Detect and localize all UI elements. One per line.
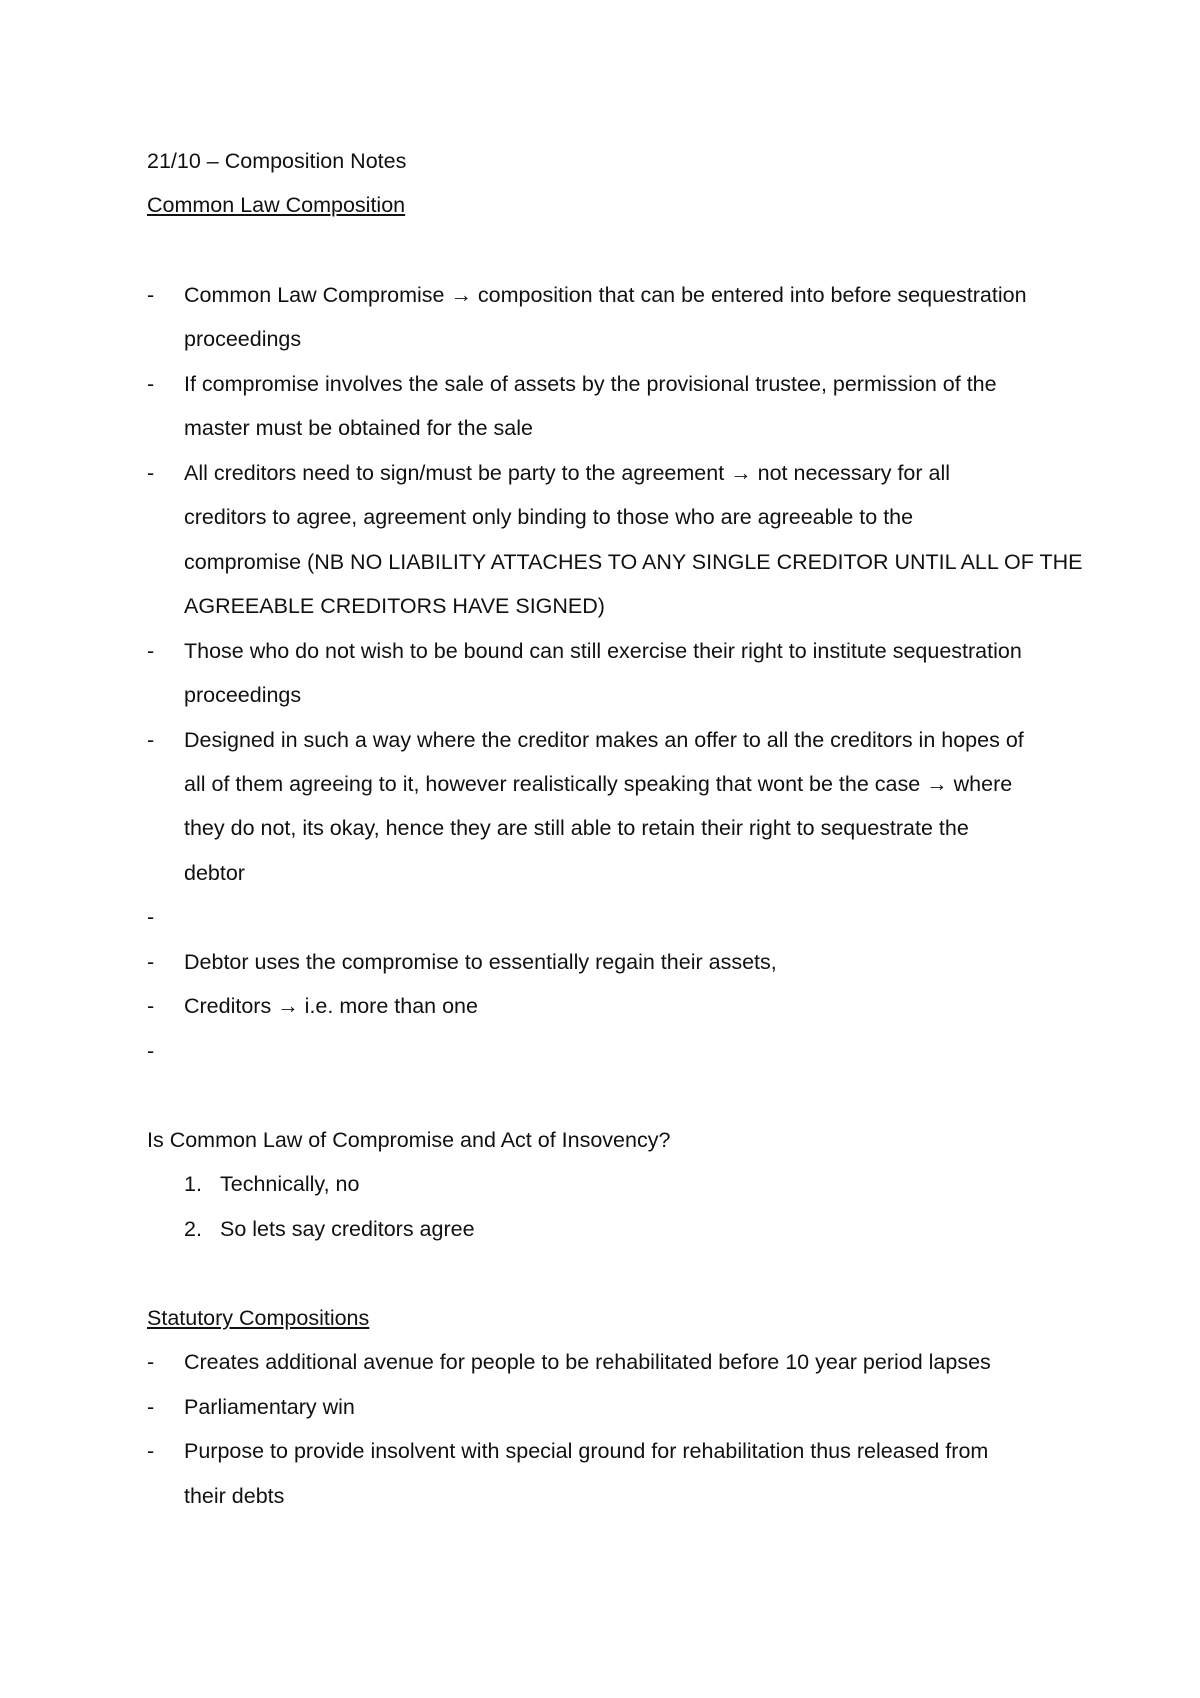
bullet-line: If compromise involves the sale of assets by the provisional trustee, permission of the: [184, 372, 997, 396]
bullet-dash: -: [147, 1439, 155, 1463]
bullet-line: all of them agreeing to it, however realistically speaking that wont be the case → where: [184, 772, 1013, 796]
bullet-line: Creditors → i.e. more than one: [184, 994, 478, 1018]
question-line: Is Common Law of Compromise and Act of Insovency?: [147, 1128, 671, 1152]
bullet-line: creditors to agree, agreement only binding to those who are agreeable to the: [184, 505, 914, 529]
bullet-dash: -: [147, 639, 155, 663]
list-number: 1.: [184, 1172, 202, 1196]
list-item: Technically, no: [220, 1172, 360, 1196]
bullet-dash: -: [147, 950, 155, 974]
list-item: So lets say creditors agree: [220, 1217, 475, 1241]
bullet-line: Debtor uses the compromise to essentially regain their assets,: [184, 950, 777, 974]
bullet-line: debtor: [184, 861, 245, 885]
page-title: 21/10 – Composition Notes: [147, 149, 407, 173]
bullet-dash: -: [147, 461, 155, 485]
list-number: 2.: [184, 1217, 202, 1241]
bullet-dash: -: [147, 728, 155, 752]
section-heading-statutory: Statutory Compositions: [147, 1306, 370, 1330]
bullet-line: compromise (NB NO LIABILITY ATTACHES TO ANY SINGLE CREDITOR UNTIL ALL OF THE: [184, 550, 1083, 574]
bullet-dash: -: [147, 1395, 155, 1419]
bullet-line: AGREEABLE CREDITORS HAVE SIGNED): [184, 594, 605, 618]
bullet-line: Purpose to provide insolvent with special ground for rehabilitation thus released from: [184, 1439, 989, 1463]
bullet-dash: -: [147, 372, 155, 396]
bullet-line: they do not, its okay, hence they are still able to retain their right to sequestrate the: [184, 816, 969, 840]
bullet-dash: -: [147, 1350, 155, 1374]
bullet-line: Common Law Compromise → composition that can be entered into before sequestration: [184, 283, 1027, 307]
bullet-line: proceedings: [184, 683, 302, 707]
bullet-line: All creditors need to sign/must be party to the agreement → not necessary for all: [184, 461, 951, 485]
bullet-line: Parliamentary win: [184, 1395, 355, 1419]
bullet-line: their debts: [184, 1484, 285, 1508]
section-heading-common-law: Common Law Composition: [147, 193, 406, 217]
bullet-line: proceedings: [184, 327, 302, 351]
bullet-line: Designed in such a way where the creditor makes an offer to all the creditors in hopes of: [184, 728, 1024, 752]
bullet-dash: -: [147, 283, 155, 307]
bullet-line: master must be obtained for the sale: [184, 416, 533, 440]
bullet-dash: -: [147, 905, 155, 929]
bullet-dash: -: [147, 994, 155, 1018]
bullet-dash: -: [147, 1039, 155, 1063]
bullet-line: Those who do not wish to be bound can still exercise their right to institute sequestration: [184, 639, 1022, 663]
bullet-line: Creates additional avenue for people to be rehabilitated before 10 year period lapses: [184, 1350, 991, 1374]
